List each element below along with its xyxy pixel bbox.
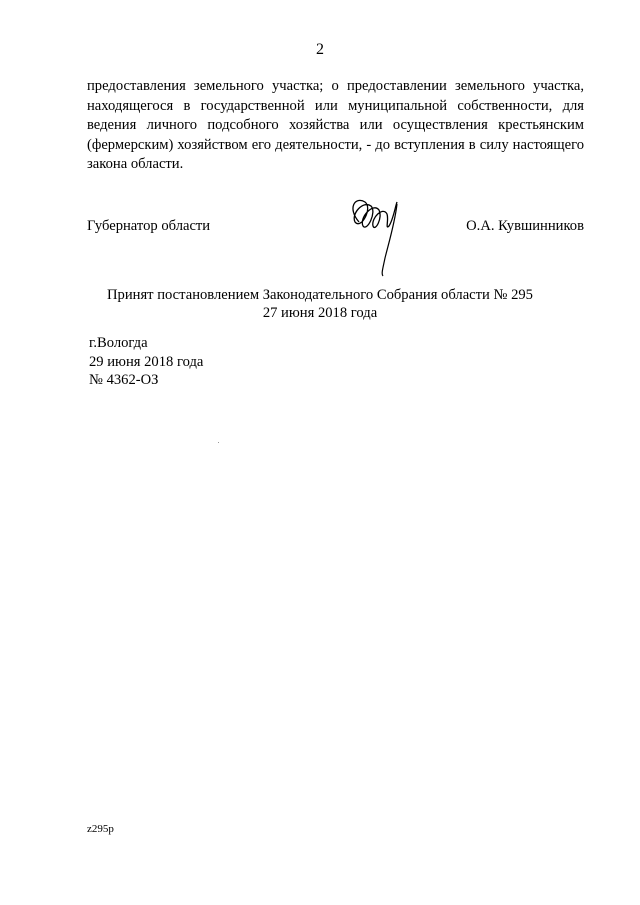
- adoption-line-2: 27 июня 2018 года: [262, 305, 378, 321]
- page-number: 2: [316, 41, 324, 58]
- place-date-block: [89, 334, 203, 390]
- signer-title: Губернатор области: [87, 218, 211, 234]
- scan-speck: [218, 442, 219, 443]
- law-number: № 4362-ОЗ: [89, 372, 159, 388]
- adoption-line-1: Принят постановлением Законодательного Собрания области № 295: [107, 287, 533, 303]
- city: г.Вологда: [89, 335, 148, 351]
- signature-row: [87, 218, 584, 238]
- adoption-block: [0, 286, 640, 322]
- body-paragraph: предоставления земельного участка; о предоставлении земельного участка, находящегося в государственной или муниципальной собственности, для ведения личного подсобного хозяйства или осуществления крестьянским (фермерским) хозяйством его деятельности, - до вступления в силу настоящего закона области.: [87, 78, 584, 172]
- law-date: 29 июня 2018 года: [89, 353, 204, 370]
- handwritten-signature: [345, 192, 415, 282]
- signer-name: О.А. Кувшинников: [466, 218, 584, 234]
- footer-code: z295p: [87, 823, 114, 835]
